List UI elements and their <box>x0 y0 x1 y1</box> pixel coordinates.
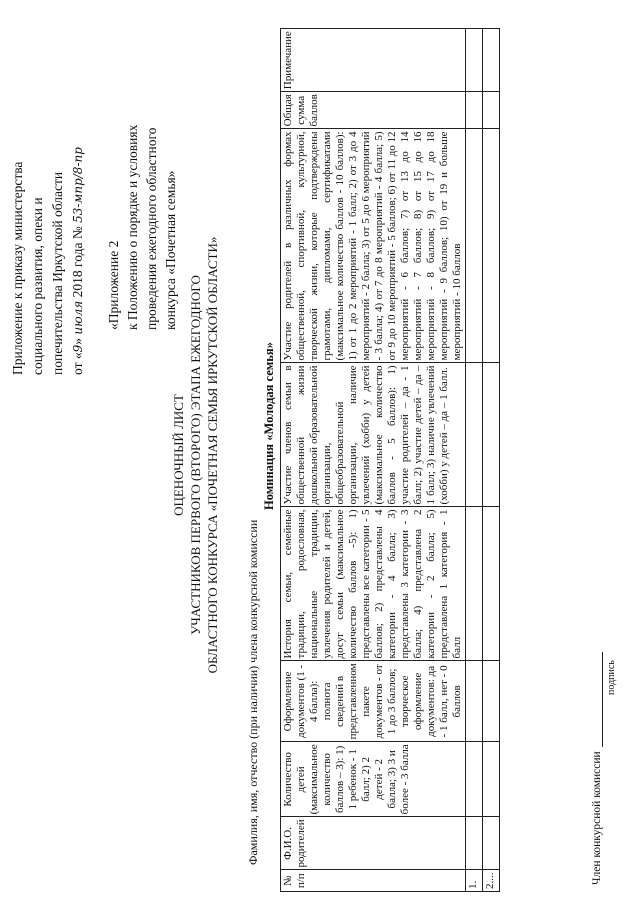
appendix2-line-4: конкурса «Почетная семья» <box>163 170 178 330</box>
appendix2-block <box>104 30 180 330</box>
document-title <box>170 145 221 765</box>
signature-caption: подпись <box>606 660 617 695</box>
col-header-documents: Оформление документов (1 - 4 балла): полнота сведений в представленном пакете документов - от 1 до 3 баллов; творческое оформление документов: да - 1 балл, нет - 0 баллов <box>281 661 466 742</box>
fio-caption: Фамилия, имя, отчество (при наличии) члена конкурсной комиссии <box>246 519 260 865</box>
appendix2-line-2: к Положению о порядке и условиях <box>125 124 140 330</box>
appendix-line-2: социального развития, опеки и <box>30 197 45 375</box>
nomination-heading: Номинация «Молодая семья» <box>262 342 276 510</box>
table-cell <box>466 92 483 129</box>
appendix-line-3: попечительства Иркутской области <box>50 171 65 375</box>
handwritten-month: июля <box>71 300 85 335</box>
table-cell <box>483 129 500 363</box>
table-cell <box>466 661 483 742</box>
table-cell <box>466 742 483 817</box>
table-cell <box>466 129 483 363</box>
evaluation-table <box>280 28 500 892</box>
table-cell <box>483 507 500 661</box>
col-header-parents: Ф.И.О. родителей <box>281 817 466 870</box>
table-row <box>466 29 483 892</box>
col-header-family-history: История семьи, семейные традиции, родословная, национальные традиции, увлечения родителей и детей, досуг семьи (максимальное количество баллов -5): 1) представлены все категории - 5 баллов; 2) представлены 4 категории - 4 балла; 3) представлены 3 категории - 3 балла; 4) представлена 2 категории - 2 балла; 5) представлена 1 категория - 1 балл <box>281 507 466 661</box>
col-header-note: Примечание <box>281 29 466 92</box>
signature-underline <box>590 652 603 747</box>
member-signature-line <box>590 652 603 885</box>
appendix2-line-1: «Приложение 2 <box>106 240 121 330</box>
table-cell <box>483 742 500 817</box>
appendix-line-4: от «9» июля 2018 года № 53-мпр/8-пр <box>70 147 85 375</box>
col-header-children-count: Количество детей (максимальное количество баллов – 3): 1) 1 ребенок - 1 балл; 2) 2 детей - 2 балла; 3) 3 и более - 3 балла <box>281 742 466 817</box>
table-header-row <box>281 29 466 892</box>
col-header-number: № п/п <box>281 870 466 892</box>
appendix-line-1: Приложение к приказу министерства <box>10 161 25 375</box>
table-cell <box>483 817 500 870</box>
member-label: Член конкурсной комиссии <box>591 751 603 885</box>
table-cell <box>483 29 500 92</box>
title-line-3: ОБЛАСТНОГО КОНКУРСА «ПОЧЕТНАЯ СЕМЬЯ ИРКУТСКОЙ ОБЛАСТИ» <box>205 236 220 674</box>
table-cell <box>483 92 500 129</box>
appendix2-line-3: проведения ежегодного областного <box>144 127 159 330</box>
date-prefix: от « <box>70 352 85 375</box>
handwritten-day: 9 <box>71 344 85 353</box>
title-line-1: ОЦЕНОЧНЫЙ ЛИСТ <box>171 394 186 516</box>
date-year: 2018 года № <box>70 226 85 298</box>
table-cell <box>466 507 483 661</box>
table-cell <box>466 29 483 92</box>
table-cell <box>466 363 483 507</box>
appendix-block <box>8 15 88 375</box>
table-cell <box>483 363 500 507</box>
title-line-2: УЧАСТНИКОВ ПЕРВОГО (ВТОРОГО) ЭТАПА ЕЖЕГОДНОГО <box>188 275 203 635</box>
col-header-family-participation: Участие членов семьи в общественной жизни дошкольной образовательной организации, общеобразовательной организации, наличие увлечений (хобби) у детей (максимальное количество баллов - 5 баллов): 1) участие родителей – да - 1 балл; 2) участие детей – да – 1 балл; 3) наличие увлечений (хобби) у детей – да – 1 балл. <box>281 363 466 507</box>
row-number: 1. <box>466 870 483 892</box>
col-header-total: Общая сумма баллов <box>281 92 466 129</box>
table-cell <box>466 817 483 870</box>
handwritten-order-number: 53-мпр/8-пр <box>71 147 85 223</box>
table-row <box>483 29 500 892</box>
row-number: 2.... <box>483 870 500 892</box>
col-header-parents-activities: Участие родителей в различных формах общественной, спортивной, культурной, творческой жизни, которые подтверждены грамотами, дипломами, сертификатами (максимальное количество баллов - 10 баллов): 1) от 1 до 2 мероприятий - 1 балл; 2) от 3 до 4 мероприятий - 2 балла; 3) от 5 до 6 мероприятий - 3 балла; 4) от 7 до 8 мероприятий - 4 балла; 5) от 9 до 10 мероприятий - 5 баллов; 6) от 11 до 12 мероприятий - 6 баллов; 7) от 13 до 14 мероприятий - 7 баллов; 8) от 15 до 16 мероприятий - 8 баллов; 9) от 17 до 18 мероприятий - 9 баллов; 10) от 19 и больше мероприятий - 10 баллов <box>281 129 466 363</box>
table-cell <box>483 661 500 742</box>
